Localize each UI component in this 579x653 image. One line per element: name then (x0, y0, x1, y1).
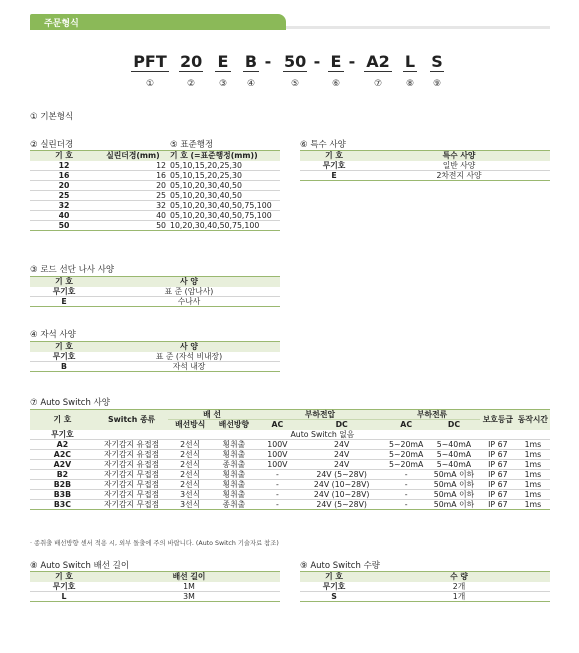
special-table (300, 150, 550, 181)
cell-code: 무기호 (300, 161, 368, 171)
header-wiring: 배 선 (168, 410, 255, 420)
header-spec: 사 양 (98, 277, 280, 287)
cell-value: 표 준 (암나사) (98, 287, 280, 297)
table-row (30, 470, 550, 480)
table-row (30, 201, 280, 211)
cell-ac-v: - (256, 470, 299, 480)
cell-code: 20 (30, 181, 98, 191)
cell-ac-i: - (384, 500, 428, 510)
cell-stroke: 05,10,20,30,40,50,75,100 (168, 201, 280, 211)
code-numbers (0, 79, 579, 91)
code-number: ⑦ (373, 79, 383, 89)
cell-code: B2B (30, 480, 95, 490)
section-title-quantity: ⑨ Auto Switch 수량 (300, 561, 380, 571)
table-row (30, 352, 280, 362)
header-protection: 보호등급 (480, 410, 516, 430)
header-special: 특수 사양 (368, 151, 550, 161)
cell-direction: 횡취출 (212, 480, 256, 490)
cell-protection: IP 67 (480, 470, 516, 480)
cell-dc-i: 50mA 이하 (428, 480, 480, 490)
table-row (300, 582, 550, 592)
cell-value: 1개 (368, 592, 550, 602)
cell-ac-v: - (256, 490, 299, 500)
cell-time: 1ms (516, 480, 550, 490)
cell-stroke: 05,10,20,30,40,50,75,100 (168, 211, 280, 221)
table-row (30, 191, 280, 201)
cell-value: 일반 사양 (368, 161, 550, 171)
cell-ac-v: 100V (256, 440, 299, 450)
section-title-autoswitch: ⑦ Auto Switch 사양 (30, 398, 110, 408)
autoswitch-table (30, 409, 550, 510)
cell-ac-v: - (256, 480, 299, 490)
cell-code: L (30, 592, 98, 602)
cell-dc-v: 24V (10~28V) (299, 480, 384, 490)
cell-code: E (300, 171, 368, 181)
cell-dc-v: 24V (299, 460, 384, 470)
cell-dc-i: 50mA 이하 (428, 500, 480, 510)
cell-value: 1M (98, 582, 280, 592)
cell-dc-i: 5~40mA (428, 450, 480, 460)
cell-type: 자기감지 유접점 (95, 460, 169, 470)
cell-code: B3B (30, 490, 95, 500)
page-title: 주문형식 (44, 19, 79, 29)
cell-method: 2선식 (168, 480, 212, 490)
cell-bore: 40 (98, 211, 168, 221)
cell-time: 1ms (516, 460, 550, 470)
section-title-bore: ② 실린더경 (30, 140, 74, 150)
cell-code: A2 (30, 440, 95, 450)
cell-bore: 16 (98, 171, 168, 181)
cell-stroke: 05,10,15,20,25,30 (168, 171, 280, 181)
code-token: A2 (364, 52, 392, 72)
cell-dc-i: 5~40mA (428, 440, 480, 450)
cell-method: 3선식 (168, 500, 212, 510)
cell-code: 무기호 (30, 352, 98, 362)
cell-ac-i: 5~20mA (384, 460, 428, 470)
code-number: ② (186, 79, 196, 89)
header-spec: 사 양 (98, 342, 280, 352)
header-dc: DC (299, 420, 384, 430)
code-token: 20 (180, 52, 203, 71)
cell-dc-i: 50mA 이하 (428, 490, 480, 500)
cell-type: 자기감지 무접점 (95, 500, 169, 510)
header-ac: AC (256, 420, 299, 430)
code-token: B (244, 52, 258, 71)
code-token: S (431, 52, 443, 71)
cell-stroke: 10,20,30,40,50,75,100 (168, 221, 280, 231)
table-row (300, 161, 550, 171)
cell-dc-v: 24V (299, 440, 384, 450)
code-token: E (328, 52, 344, 72)
cell-direction: 종취출 (212, 500, 256, 510)
magnet-table (30, 341, 280, 372)
cable-length-table (30, 571, 280, 602)
cell-protection: IP 67 (480, 440, 516, 450)
cell-ac-v: - (256, 500, 299, 510)
cell-code: 25 (30, 191, 98, 201)
cell-code: 50 (30, 221, 98, 231)
cell-protection: IP 67 (480, 460, 516, 470)
cell-bore: 12 (98, 161, 168, 171)
cell-bore: 25 (98, 191, 168, 201)
cell-value: 자석 내장 (98, 362, 280, 372)
cell-direction: 횡취출 (212, 450, 256, 460)
cell-time: 1ms (516, 490, 550, 500)
code-number: ⑤ (290, 79, 300, 89)
code-number: ⑥ (331, 79, 341, 89)
cell-dc-v: 24V (299, 450, 384, 460)
table-row (30, 480, 550, 490)
table-row (30, 171, 280, 181)
code-number: ④ (246, 79, 256, 89)
table-row (30, 221, 280, 231)
cell-code: 무기호 (30, 582, 98, 592)
cell-code: S (300, 592, 368, 602)
cell-ac-i: 5~20mA (384, 440, 428, 450)
cell-dc-v: 24V (5~28V) (299, 470, 384, 480)
section-title-stroke: ⑤ 표준행정 (170, 140, 214, 150)
cell-ac-v: 100V (256, 450, 299, 460)
cell-protection: IP 67 (480, 480, 516, 490)
section-title-special: ⑥ 특수 사양 (300, 140, 346, 150)
header-load-voltage: 부하전압 (256, 410, 385, 420)
cell-value: 표 준 (자석 비내장) (98, 352, 280, 362)
cell-dc-i: 50mA 이하 (428, 470, 480, 480)
code-token: E (215, 52, 231, 72)
cell-code: 12 (30, 161, 98, 171)
cell-type: 자기감지 유접점 (95, 440, 169, 450)
header-wiring-direction: 배선방향 (212, 420, 256, 430)
cell-value: 수나사 (98, 297, 280, 307)
quantity-table (300, 571, 550, 602)
cell-code: 무기호 (30, 287, 98, 297)
cell-code: A2V (30, 460, 95, 470)
cell-direction: 종취출 (212, 460, 256, 470)
cell-time: 1ms (516, 470, 550, 480)
header-time: 동작시간 (516, 410, 550, 430)
table-row (30, 430, 550, 440)
cell-method: 2선식 (168, 440, 212, 450)
table-row (300, 171, 550, 181)
section-title-rod: ③ 로드 선단 나사 사양 (30, 265, 115, 275)
cell-ac-i: 5~20mA (384, 450, 428, 460)
cell-value: 3M (98, 592, 280, 602)
cell-bore: 20 (98, 181, 168, 191)
cell-code: A2C (30, 450, 95, 460)
table-row (30, 181, 280, 191)
cell-dc-v: 24V (5~28V) (299, 500, 384, 510)
header-length: 배선 길이 (98, 572, 280, 582)
cell-bore: 32 (98, 201, 168, 211)
code-dash: - (348, 52, 356, 71)
cell-code: B (30, 362, 98, 372)
code-number: ① (145, 79, 155, 89)
header-code: 기 호 (30, 572, 98, 582)
table-row (30, 297, 280, 307)
code-token: 50 (284, 52, 307, 71)
header-code: 기 호 (300, 151, 368, 161)
table-row (30, 287, 280, 297)
cell-method: 2선식 (168, 460, 212, 470)
cell-code: 32 (30, 201, 98, 211)
cell-direction: 횡취출 (212, 470, 256, 480)
header-code: 기 호 (30, 277, 98, 287)
cell-ac-i: - (384, 480, 428, 490)
cell-code: 16 (30, 171, 98, 181)
cell-none: Auto Switch 없음 (95, 430, 550, 440)
cell-protection: IP 67 (480, 500, 516, 510)
cell-bore: 50 (98, 221, 168, 231)
order-code (0, 52, 579, 72)
cell-type: 자기감지 무접점 (95, 480, 169, 490)
header-code: 기 호 (30, 151, 98, 161)
cell-stroke: 05,10,20,30,40,50 (168, 181, 280, 191)
cell-direction: 횡취출 (212, 490, 256, 500)
cell-protection: IP 67 (480, 490, 516, 500)
header-load-current: 부하전류 (384, 410, 480, 420)
code-number: ⑨ (432, 79, 442, 89)
cell-code: B3C (30, 500, 95, 510)
cell-method: 3선식 (168, 490, 212, 500)
cell-dc-i: 5~40mA (428, 460, 480, 470)
table-row (30, 450, 550, 460)
table-row (30, 460, 550, 470)
cell-type: 자기감지 유접점 (95, 450, 169, 460)
cell-code: 무기호 (30, 430, 95, 440)
cell-stroke: 05,10,15,20,25,30 (168, 161, 280, 171)
cell-value: 2차전지 사양 (368, 171, 550, 181)
header-stroke: 기 호 (=표준행정(mm)) (168, 151, 280, 161)
header-bore: 실린더경(mm) (98, 151, 168, 161)
header-code: 기 호 (300, 572, 368, 582)
cell-dc-v: 24V (10~28V) (299, 490, 384, 500)
table-row (30, 211, 280, 221)
cell-time: 1ms (516, 440, 550, 450)
cell-code: B2 (30, 470, 95, 480)
header-quantity: 수 량 (368, 572, 550, 582)
cell-type: 자기감지 무접점 (95, 470, 169, 480)
header-code: 기 호 (30, 410, 95, 430)
header-code: 기 호 (30, 342, 98, 352)
table-row (30, 362, 280, 372)
cell-ac-i: - (384, 490, 428, 500)
header-ac: AC (384, 420, 428, 430)
code-number: ⑧ (405, 79, 415, 89)
cell-type: 자기감지 무접점 (95, 490, 169, 500)
section-title-basic: ① 기본형식 (30, 112, 74, 122)
table-row (30, 592, 280, 602)
cell-code: 무기호 (300, 582, 368, 592)
cell-direction: 횡취출 (212, 440, 256, 450)
code-token: L (404, 52, 416, 71)
code-number: ③ (218, 79, 228, 89)
table-row (30, 582, 280, 592)
footnote: · 종취출 배선방향 센서 적용 시, 외부 돌출에 주의 바랍니다. (Auto Switch 기술자료 참조) (30, 540, 279, 547)
header-tab (30, 14, 286, 30)
code-dash: - (264, 52, 272, 71)
bore-stroke-table (30, 150, 280, 231)
table-row (300, 592, 550, 602)
cell-method: 2선식 (168, 450, 212, 460)
code-dash: - (313, 52, 321, 71)
cell-method: 2선식 (168, 470, 212, 480)
table-row (30, 440, 550, 450)
cell-code: E (30, 297, 98, 307)
rod-table (30, 276, 280, 307)
section-title-cable-length: ⑧ Auto Switch 배선 길이 (30, 561, 130, 571)
section-title-magnet: ④ 자석 사양 (30, 330, 76, 340)
cell-stroke: 05,10,20,30,40,50 (168, 191, 280, 201)
cell-time: 1ms (516, 500, 550, 510)
cell-protection: IP 67 (480, 450, 516, 460)
cell-time: 1ms (516, 450, 550, 460)
header-bar (30, 14, 550, 30)
header-wiring-method: 배선방식 (168, 420, 212, 430)
table-row (30, 490, 550, 500)
cell-ac-i: - (384, 470, 428, 480)
cell-ac-v: 100V (256, 460, 299, 470)
header-dc: DC (428, 420, 480, 430)
code-token: PFT (131, 52, 169, 72)
header-switch-type: Switch 종류 (95, 410, 169, 430)
cell-code: 40 (30, 211, 98, 221)
table-row (30, 161, 280, 171)
table-row (30, 500, 550, 510)
cell-value: 2개 (368, 582, 550, 592)
